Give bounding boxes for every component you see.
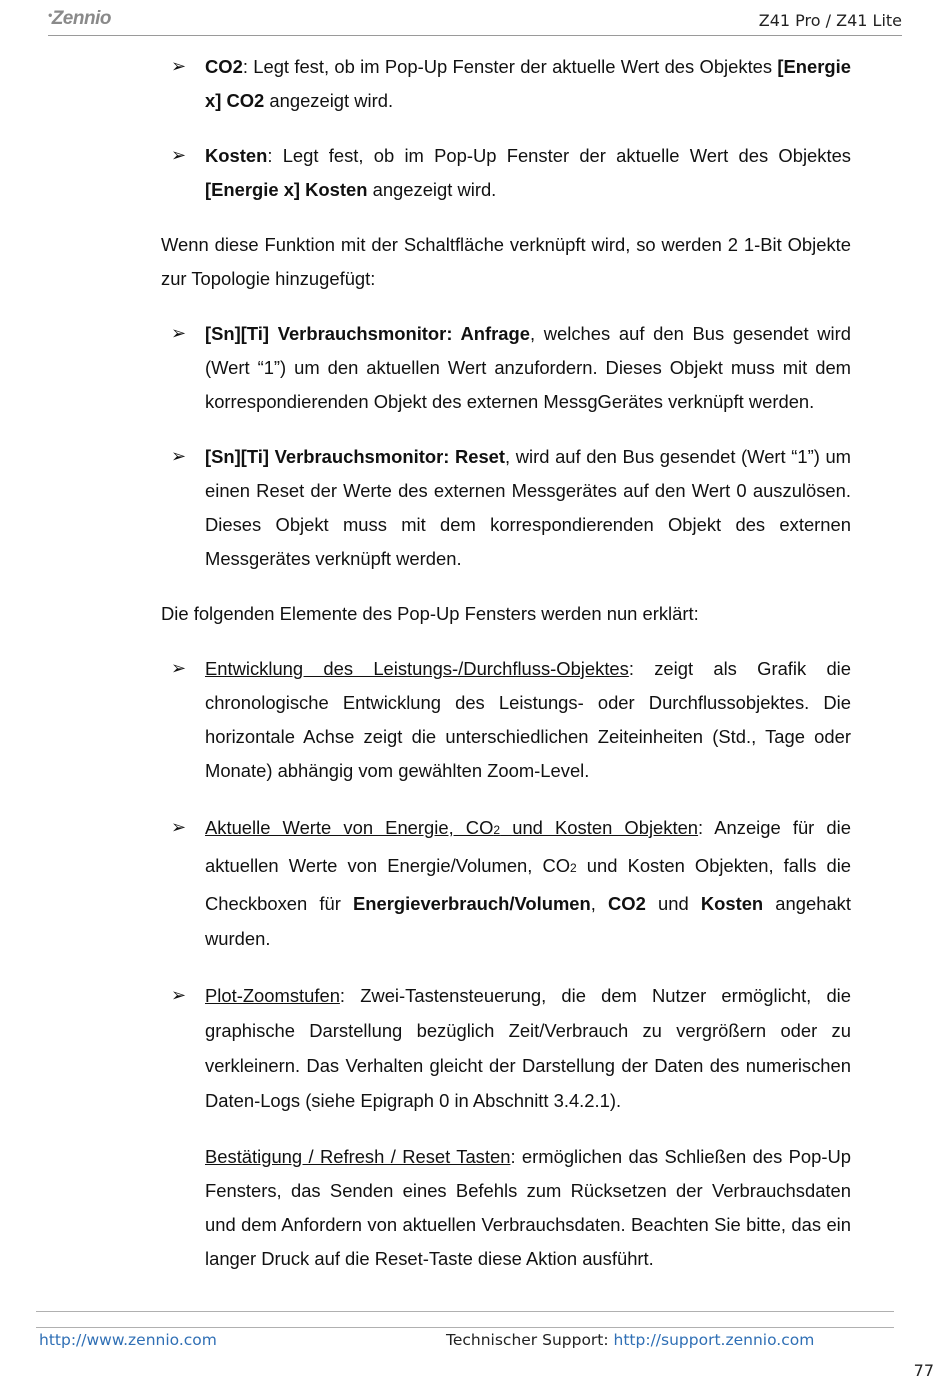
footer-divider-top xyxy=(36,1311,894,1312)
company-logo: •Zennio xyxy=(48,8,111,29)
page-number: 77 xyxy=(913,1361,934,1380)
element-title-tasten: Bestätigung / Refresh / Reset Tasten xyxy=(205,1146,511,1167)
bullet-arrow-icon: ➢ xyxy=(171,56,187,77)
support-link[interactable]: http://support.zennio.com xyxy=(613,1331,815,1349)
checkbox-energieverbrauch: Energieverbrauch/Volumen xyxy=(352,893,591,914)
element-tasten: Bestätigung / Refresh / Reset Tasten: ermöglichen das Schließen des Pop-Up Fensters, das Senden eines Befehls zum Rücksetzen der Verbrauchsdaten und dem Anfordern von aktuellen Verbrauchsdaten. Beachten Sie bitte, das ein langer Druck auf die Reset-Taste diese Aktion ausführt. xyxy=(205,1146,851,1269)
element-title-entwicklung: Entwicklung des Leistungs-/Durchfluss-Objektes xyxy=(205,658,629,679)
support-label: Technischer Support: xyxy=(446,1331,614,1349)
bullet-arrow-icon: ➢ xyxy=(171,145,187,166)
object-kosten: [Energie x] Kosten xyxy=(205,179,368,200)
paragraph-link-function: Wenn diese Funktion mit der Schaltfläche verknüpft wird, so werden 2 1-Bit Objekte zur Topologie hinzugefügt: xyxy=(161,234,851,289)
website-link[interactable]: http://www.zennio.com xyxy=(39,1331,217,1349)
term-co2: CO2 xyxy=(205,56,243,77)
bullet-arrow-icon: ➢ xyxy=(171,817,187,838)
bullet-arrow-icon: ➢ xyxy=(171,323,187,344)
element-title-aktuelle-werte: Aktuelle Werte von Energie, CO2 und Kosten Objekten xyxy=(205,817,699,838)
bullet-arrow-icon: ➢ xyxy=(171,446,187,467)
bullet-element-aktuelle-werte: ➢ Aktuelle Werte von Energie, CO2 und Kosten Objekten: Anzeige für die aktuellen Werte von Energie/Volumen, CO2 und Kosten Objekten, falls die Checkboxen für Energieverbrauch/Volumen, CO2 und Kosten angehakt wurden. xyxy=(161,810,851,956)
checkbox-kosten: Kosten xyxy=(700,893,764,914)
header-divider xyxy=(48,35,902,36)
term-kosten: Kosten xyxy=(205,145,268,166)
footer-support xyxy=(446,1331,814,1349)
element-title-zoomstufen: Plot-Zoomstufen xyxy=(205,985,340,1006)
bullet-arrow-icon: ➢ xyxy=(171,658,187,679)
document-title: Z41 Pro / Z41 Lite xyxy=(758,11,902,30)
footer-divider-bottom xyxy=(36,1327,894,1328)
logo-text: Zennio xyxy=(51,8,111,29)
bullet-element-zoomstufen: ➢ Plot-Zoomstufen: Zwei-Tastensteuerung, die dem Nutzer ermöglicht, die graphische Darstellung bezüglich Zeit/Verbrauch zu vergrößern oder zu verkleinern. Das Verhalten gleicht der Darstellung der Daten des numerischen Daten-Logs (siehe Epigraph 0 in Abschnitt 3.4.2.1). xyxy=(161,978,851,1118)
page-content xyxy=(161,50,851,1276)
bullet-object-reset: ➢ [Sn][Ti] Verbrauchsmonitor: Reset, wird auf den Bus gesendet (Wert “1”) um einen Reset der Werte des externen Messgerätes auf den Wert 0 auszulösen. Dieses Objekt muss mit dem korrespondierenden Objekt des externen Messgerätes verknüpft werden. xyxy=(161,440,851,576)
paragraph-elements-intro: Die folgenden Elemente des Pop-Up Fensters werden nun erklärt: xyxy=(161,603,699,624)
bullet-kosten: ➢ Kosten: Legt fest, ob im Pop-Up Fenster der aktuelle Wert des Objektes [Energie x] Kosten angezeigt wird. xyxy=(161,139,851,207)
object-name-anfrage: [Sn][Ti] Verbrauchsmonitor: Anfrage xyxy=(205,323,530,344)
bullet-co2: ➢ CO2: Legt fest, ob im Pop-Up Fenster der aktuelle Wert des Objektes [Energie x] CO2 angezeigt wird. xyxy=(161,50,851,118)
checkbox-co2: CO2 xyxy=(608,893,646,914)
bullet-element-entwicklung: ➢ Entwicklung des Leistungs-/Durchfluss-Objektes: zeigt als Grafik die chronologische Entwicklung des Leistungs- oder Durchflussobjektes. Die horizontale Achse zeigt die unterschiedlichen Zeiteinheiten (Std., Tage oder Monate) abhängig vom gewählten Zoom-Level. xyxy=(161,652,851,788)
object-name-reset: [Sn][Ti] Verbrauchsmonitor: Reset xyxy=(205,446,506,467)
bullet-object-anfrage: ➢ [Sn][Ti] Verbrauchsmonitor: Anfrage, welches auf den Bus gesendet wird (Wert “1”) um den aktuellen Wert anzufordern. Dieses Objekt muss mit dem korrespondierenden Objekt des externen MessgGerätes verknüpft werden. xyxy=(161,317,851,419)
bullet-arrow-icon: ➢ xyxy=(171,985,187,1006)
object-co2: [Energie x] CO2 xyxy=(205,56,851,111)
